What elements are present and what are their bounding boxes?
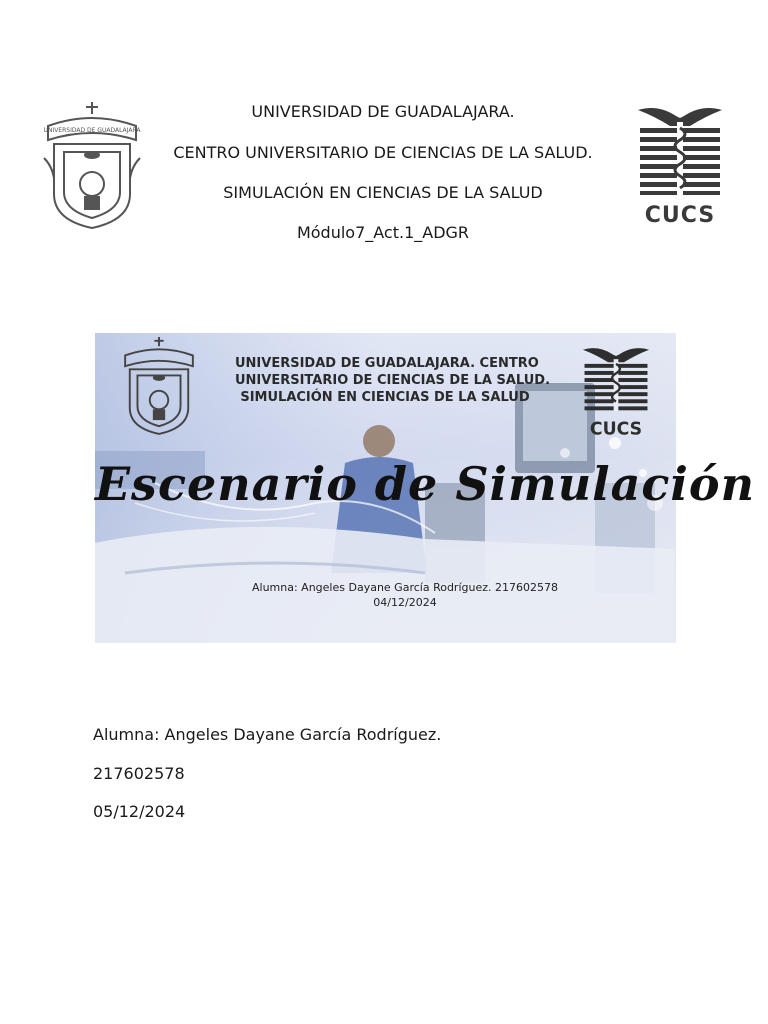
cover-banner: [95, 333, 756, 643]
svg-text:UNIVERSIDAD DE GUADALAJARA: UNIVERSIDAD DE GUADALAJARA: [43, 127, 141, 134]
banner-heading-line: UNIVERSITARIO DE CIENCIAS DE LA SALUD.: [235, 373, 551, 388]
university-name: UNIVERSIDAD DE GUADALAJARA.: [251, 102, 515, 121]
udg-seal-logo: [40, 100, 144, 234]
banner-cucs-logo-text: CUCS: [589, 419, 643, 440]
student-name: Alumna: Angeles Dayane García Rodríguez.: [93, 725, 442, 744]
banner-heading-line: UNIVERSIDAD DE GUADALAJARA. CENTRO: [235, 356, 539, 371]
module-code: Módulo7_Act.1_ADGR: [296, 223, 470, 242]
banner-title: Escenario de Simulación: [95, 457, 756, 511]
banner-date: 04/12/2024: [373, 596, 437, 609]
cucs-logo: [636, 104, 724, 226]
cucs-logo-text: CUCS: [644, 203, 716, 228]
banner-cucs-logo: [581, 345, 651, 441]
submission-date: 05/12/2024: [93, 802, 186, 821]
banner-student-line: Alumna: Angeles Dayane García Rodríguez. 217602578: [252, 581, 558, 594]
center-name: CENTRO UNIVERSITARIO DE CIENCIAS DE LA SALUD.: [173, 143, 593, 162]
course-name: SIMULACIÓN EN CIENCIAS DE LA SALUD: [223, 183, 543, 202]
banner-udg-seal-logo: [119, 335, 199, 439]
banner-heading: [235, 355, 551, 406]
banner-student-block: [215, 580, 595, 610]
student-id: 217602578: [93, 764, 185, 783]
banner-heading-line: SIMULACIÓN EN CIENCIAS DE LA SALUD: [240, 390, 530, 405]
